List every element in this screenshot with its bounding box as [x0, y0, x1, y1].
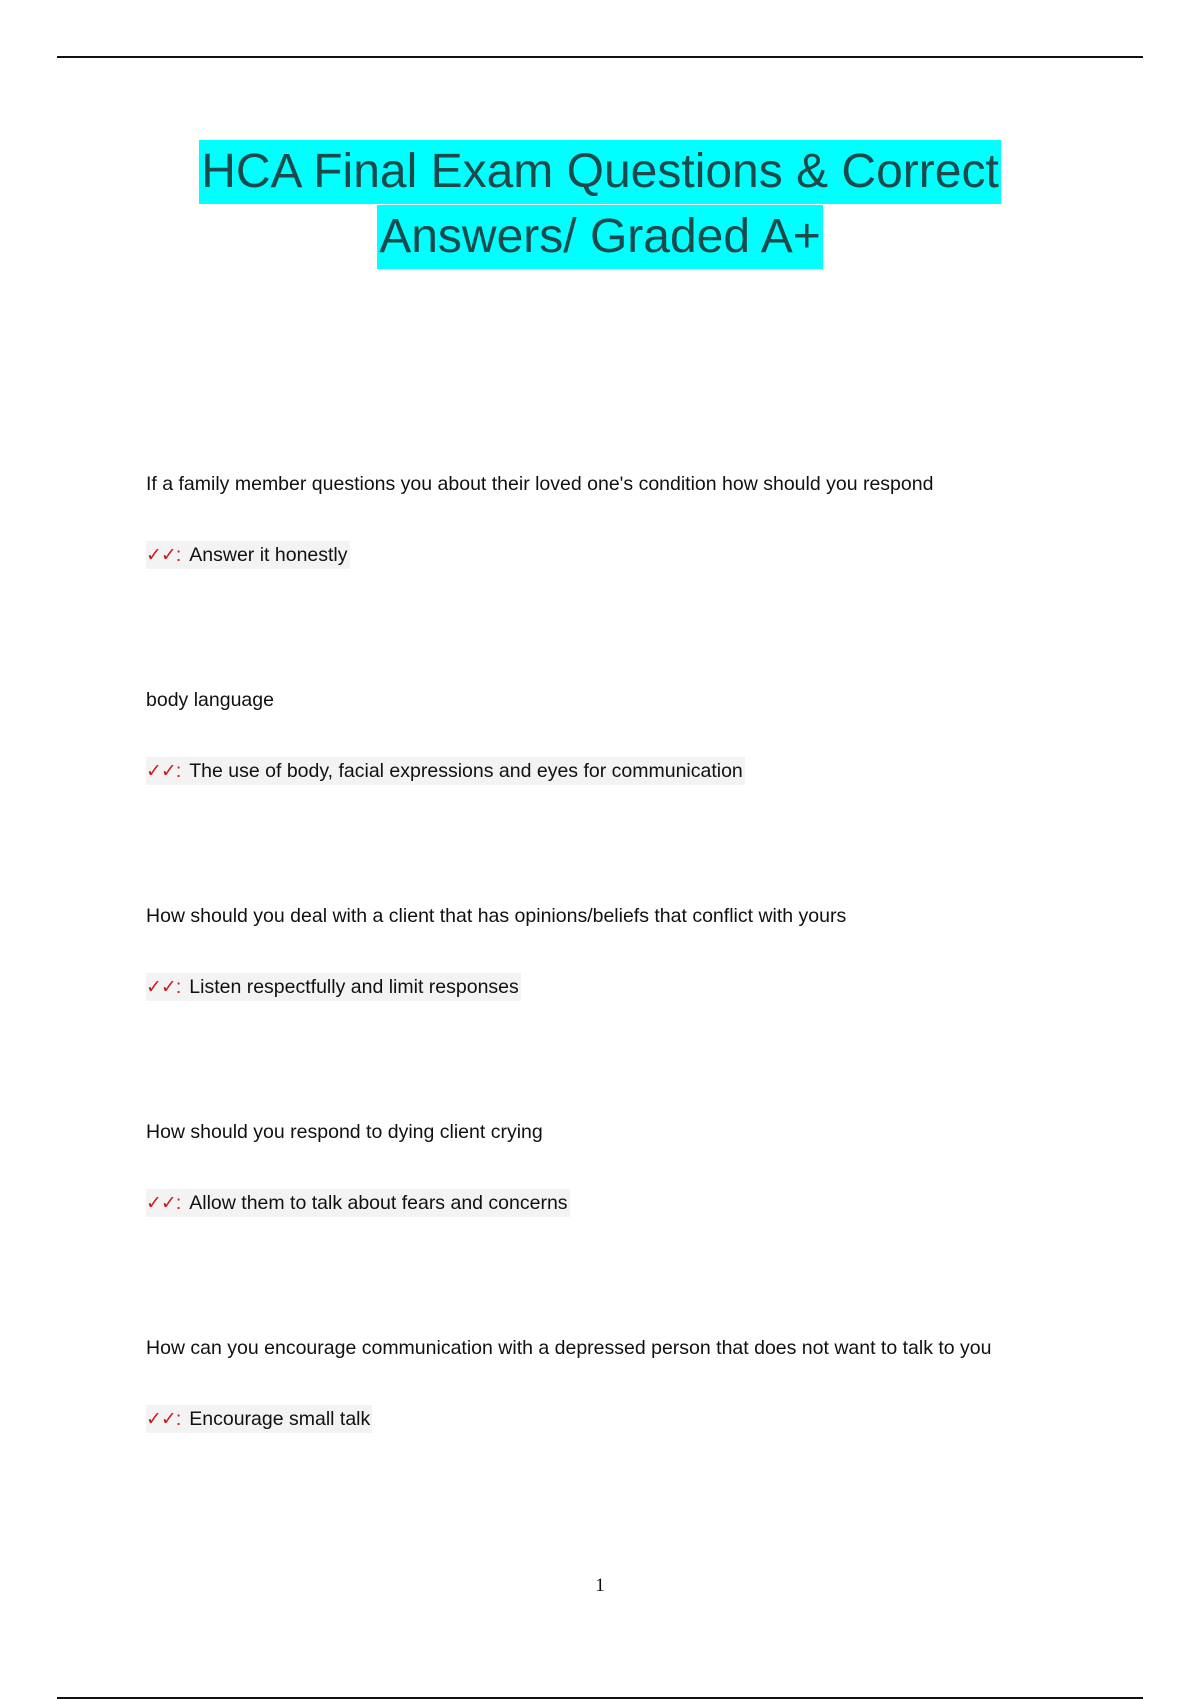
- qa-item-4: [146, 1118, 1066, 1217]
- page-number: 1: [595, 1575, 605, 1596]
- answer-separator: :: [175, 976, 182, 998]
- question-text: If a family member questions you about their loved one's condition how should you respond: [146, 473, 934, 495]
- answer-text: Allow them to talk about fears and concerns: [189, 1192, 568, 1214]
- title-line-1: HCA Final Exam Questions & Correct: [199, 140, 1001, 204]
- double-check-icon: ✓✓: [146, 1192, 176, 1214]
- answer-separator: :: [175, 1408, 182, 1430]
- double-check-icon: ✓✓: [146, 760, 176, 782]
- answer-text: Listen respectfully and limit responses: [189, 976, 519, 998]
- qa-item-1: [146, 470, 1066, 569]
- top-rule: [57, 56, 1143, 58]
- question-text: How should you respond to dying client crying: [146, 1121, 543, 1143]
- answer-row: [146, 757, 745, 785]
- answer-row: [146, 541, 350, 569]
- answer-text: Answer it honestly: [189, 544, 348, 566]
- question-text: How can you encourage communication with a depressed person that does not want to talk to you: [146, 1337, 992, 1359]
- qa-item-3: [146, 902, 1066, 1001]
- answer-separator: :: [175, 760, 182, 782]
- answer-row: [146, 973, 521, 1001]
- title-line-2: Answers/ Graded A+: [377, 205, 823, 269]
- double-check-icon: ✓✓: [146, 544, 176, 566]
- question-text: How should you deal with a client that has opinions/beliefs that conflict with yours: [146, 905, 847, 927]
- bottom-rule: [57, 1697, 1143, 1699]
- double-check-icon: ✓✓: [146, 1408, 176, 1430]
- question-text: body language: [146, 689, 274, 711]
- answer-text: Encourage small talk: [189, 1408, 371, 1430]
- answer-separator: :: [175, 1192, 182, 1214]
- answer-row: [146, 1189, 570, 1217]
- qa-item-2: [146, 686, 1066, 785]
- answer-text: The use of body, facial expressions and eyes for communication: [189, 760, 743, 782]
- double-check-icon: ✓✓: [146, 976, 176, 998]
- document-title: [0, 140, 1200, 270]
- qa-item-5: [146, 1334, 1066, 1433]
- answer-row: [146, 1405, 372, 1433]
- answer-separator: :: [175, 544, 182, 566]
